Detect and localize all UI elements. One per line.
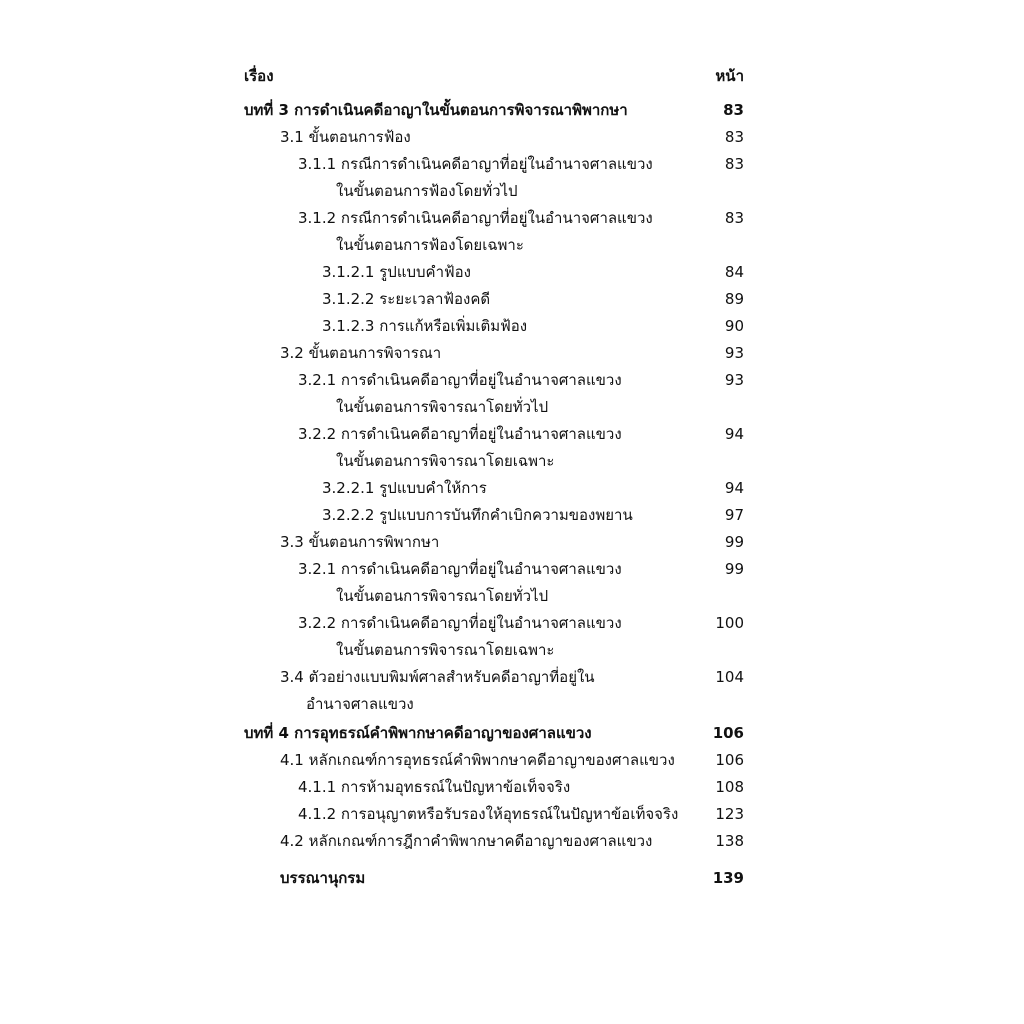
subject-column-label: เรื่อง (244, 67, 274, 85)
toc-entry-page: 99 (724, 533, 744, 551)
toc-entry-title: 3.2 ขั้นตอนการพิจารณา (280, 344, 442, 362)
toc-entry (0, 286, 1024, 312)
toc-entry-title: อำนาจศาลแขวง (306, 695, 414, 713)
toc-entry-page: 99 (724, 560, 744, 578)
toc-entry-page: 108 (715, 778, 744, 796)
toc-entry-page: 104 (715, 668, 744, 686)
toc-entry-page: 83 (724, 155, 744, 173)
toc-entry-continuation (0, 448, 1024, 474)
toc-entry (0, 556, 1024, 582)
toc-entry-title: 3.4 ตัวอย่างแบบพิมพ์ศาลสำหรับคดีอาญาที่อยู่ใน (280, 668, 595, 686)
toc-entry-continuation (0, 583, 1024, 609)
toc-entry-title: 3.2.1 การดำเนินคดีอาญาที่อยู่ในอำนาจศาลแขวง (298, 371, 622, 389)
toc-entry-chapter (0, 97, 1024, 123)
toc-entry-title: 3.2.2 การดำเนินคดีอาญาที่อยู่ในอำนาจศาลแขวง (298, 614, 622, 632)
toc-entry (0, 828, 1024, 854)
toc-entry-page: 106 (715, 751, 744, 769)
toc-entry-title: 3.2.1 การดำเนินคดีอาญาที่อยู่ในอำนาจศาลแขวง (298, 560, 622, 578)
toc-entry (0, 801, 1024, 827)
toc-entry-title: 4.2 หลักเกณฑ์การฎีกาคำพิพากษาคดีอาญาของศาลแขวง (280, 832, 653, 850)
toc-entry (0, 205, 1024, 231)
toc-entry-title: 3.3 ขั้นตอนการพิพากษา (280, 533, 440, 551)
toc-entry (0, 421, 1024, 447)
toc-entry-title: 3.2.2.1 รูปแบบคำให้การ (322, 479, 487, 497)
toc-entry-page: 139 (712, 869, 744, 887)
toc-entry-page: 100 (715, 614, 744, 632)
toc-entry-title: ในขั้นตอนการฟ้องโดยเฉพาะ (336, 236, 524, 254)
toc-entry (0, 340, 1024, 366)
toc-entry (0, 124, 1024, 150)
toc-entry-page: 83 (724, 209, 744, 227)
toc-entry-title: บทที่ 3 การดำเนินคดีอาญาในขั้นตอนการพิจารณาพิพากษา (244, 101, 628, 119)
toc-entry-page: 94 (724, 425, 744, 443)
toc-entry (0, 774, 1024, 800)
toc-entry-title: ในขั้นตอนการพิจารณาโดยเฉพาะ (336, 641, 555, 659)
toc-entry-page: 138 (715, 832, 744, 850)
toc-entry (0, 529, 1024, 555)
toc-entry-title: บรรณานุกรม (280, 869, 366, 887)
page-column-label: หน้า (715, 67, 744, 85)
toc-entry-continuation (0, 178, 1024, 204)
toc-entry (0, 151, 1024, 177)
toc-entry-title: 3.1.2.1 รูปแบบคำฟ้อง (322, 263, 471, 281)
toc-entry (0, 475, 1024, 501)
toc-entry-continuation (0, 637, 1024, 663)
toc-entry-chapter (0, 720, 1024, 746)
toc-entry-page: 93 (724, 371, 744, 389)
toc-entry-title: ในขั้นตอนการพิจารณาโดยเฉพาะ (336, 452, 555, 470)
toc-entry-title: 4.1 หลักเกณฑ์การอุทธรณ์คำพิพากษาคดีอาญาของศาลแขวง (280, 751, 675, 769)
toc-entry-title: 3.2.2.2 รูปแบบการบันทึกคำเบิกความของพยาน (322, 506, 633, 524)
toc-entry-title: ในขั้นตอนการพิจารณาโดยทั่วไป (336, 587, 549, 605)
toc-entry-continuation (0, 394, 1024, 420)
toc-entry-title: 4.1.1 การห้ามอุทธรณ์ในปัญหาข้อเท็จจริง (298, 778, 571, 796)
toc-entry-page: 89 (724, 290, 744, 308)
toc-entry (0, 367, 1024, 393)
toc-entry-title: ในขั้นตอนการพิจารณาโดยทั่วไป (336, 398, 549, 416)
toc-entry (0, 610, 1024, 636)
toc-entry (0, 664, 1024, 690)
toc-entry-page: 93 (724, 344, 744, 362)
toc-entry (0, 747, 1024, 773)
toc-entry-continuation (0, 232, 1024, 258)
toc-entry-title: 3.1.2 กรณีการดำเนินคดีอาญาที่อยู่ในอำนาจศาลแขวง (298, 209, 653, 227)
toc-entry-title: 3.1 ขั้นตอนการฟ้อง (280, 128, 411, 146)
toc-entry-page: 123 (715, 805, 744, 823)
toc-entry-page: 106 (712, 724, 744, 742)
toc-entry (0, 502, 1024, 528)
toc-entry-title: 3.2.2 การดำเนินคดีอาญาที่อยู่ในอำนาจศาลแขวง (298, 425, 622, 443)
toc-header (0, 63, 1024, 89)
toc-entry-page: 83 (724, 128, 744, 146)
toc-entry-title: บทที่ 4 การอุทธรณ์คำพิพากษาคดีอาญาของศาลแขวง (244, 724, 592, 742)
toc-entry-page: 90 (724, 317, 744, 335)
toc-entry-bibliography (0, 865, 1024, 891)
toc-entry-title: 3.1.2.2 ระยะเวลาฟ้องคดี (322, 290, 491, 308)
toc-entry (0, 259, 1024, 285)
toc-entry-page: 94 (724, 479, 744, 497)
toc-entry-continuation (0, 691, 1024, 717)
toc-entry (0, 313, 1024, 339)
toc-entry-page: 83 (723, 101, 744, 119)
toc-entry-title: 3.1.1 กรณีการดำเนินคดีอาญาที่อยู่ในอำนาจศาลแขวง (298, 155, 653, 173)
toc-entry-title: 3.1.2.3 การแก้หรือเพิ่มเติมฟ้อง (322, 317, 528, 335)
toc-entry-page: 97 (724, 506, 744, 524)
toc-entry-title: 4.1.2 การอนุญาตหรือรับรองให้อุทธรณ์ในปัญหาข้อเท็จจริง (298, 805, 679, 823)
toc-entry-title: ในขั้นตอนการฟ้องโดยทั่วไป (336, 182, 518, 200)
toc-entry-page: 84 (724, 263, 744, 281)
